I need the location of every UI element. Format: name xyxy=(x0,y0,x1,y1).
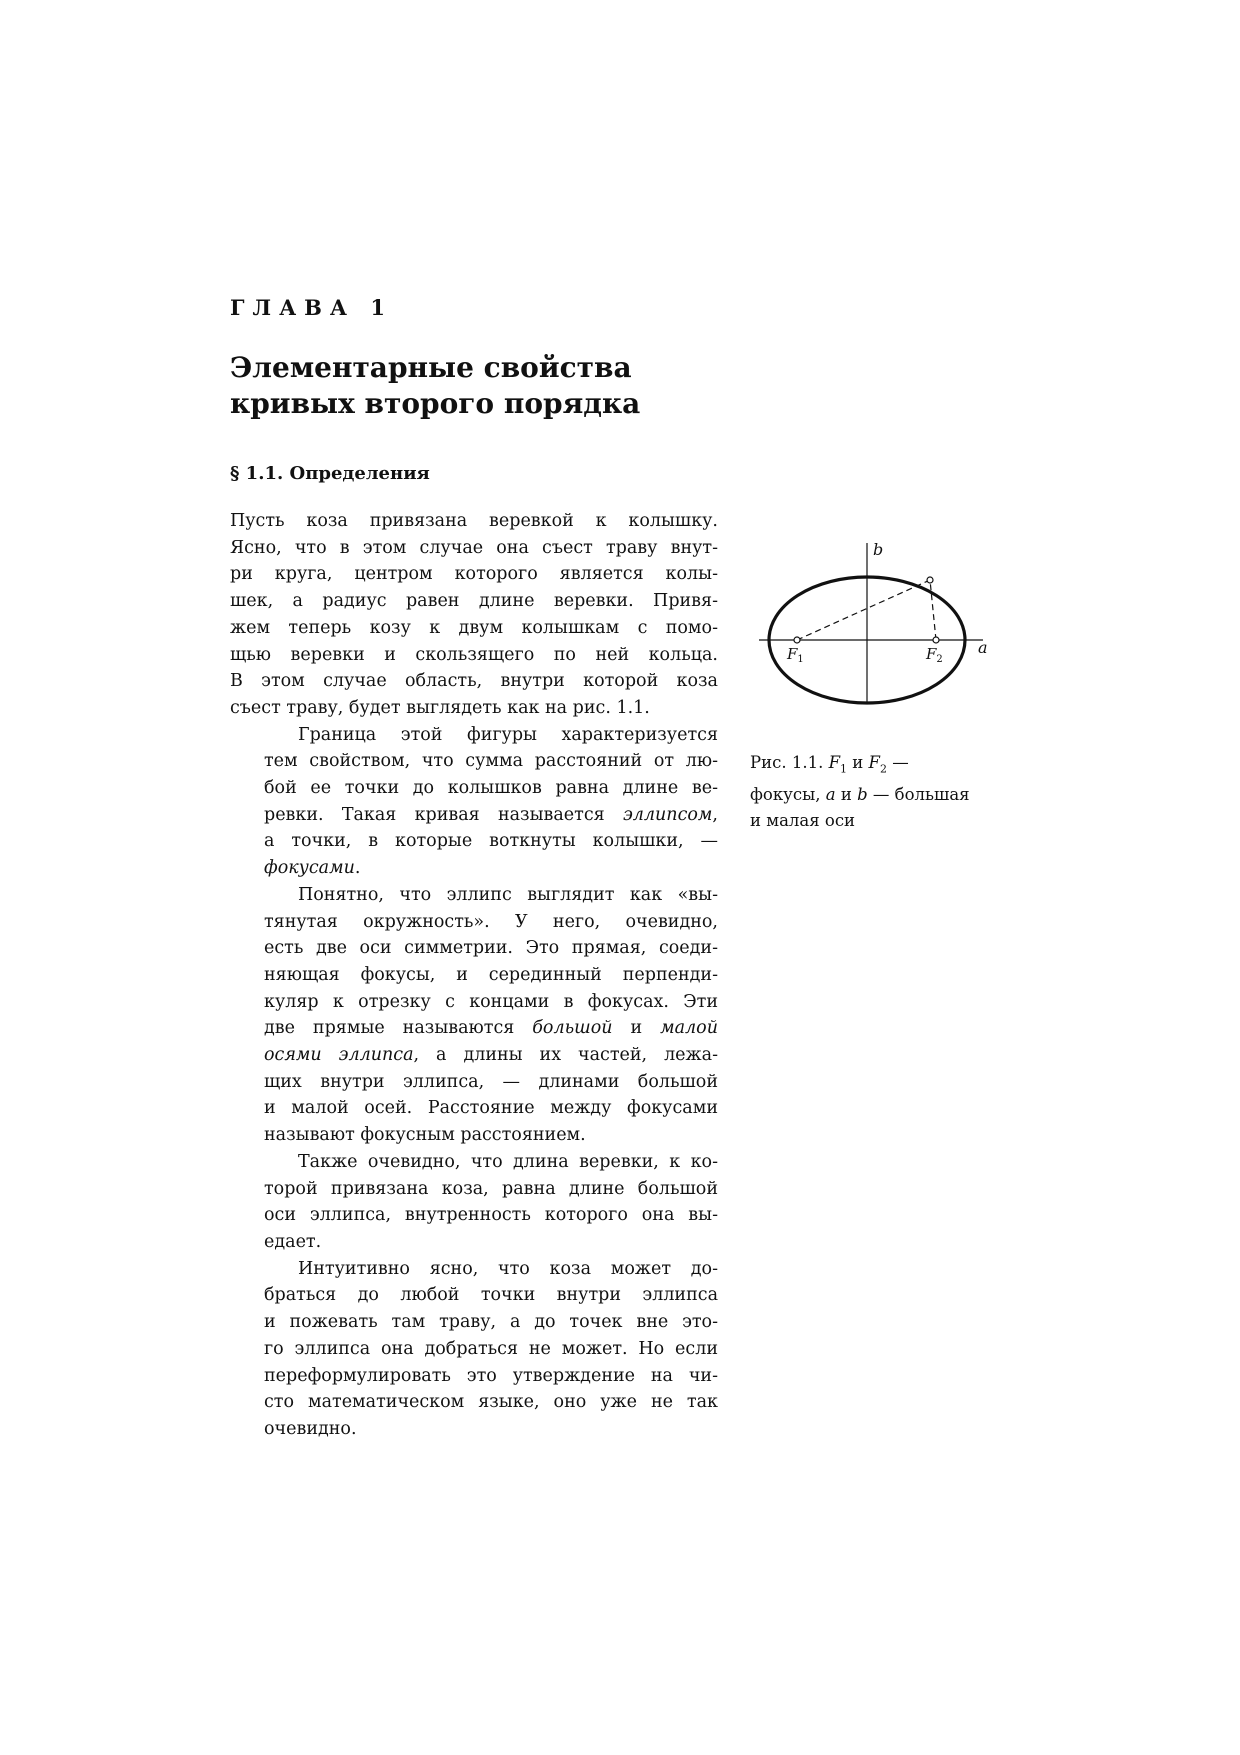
ellipse-point xyxy=(927,577,933,583)
text-line: шек, а радиус равен длине веревки. Привя- xyxy=(230,591,718,612)
text-line: тянутая окружность». У него, очевидно, xyxy=(264,911,718,932)
text-line: Также очевидно, что длина веревки, к ко- xyxy=(298,1151,718,1172)
focus1-to-point-dashed xyxy=(797,580,930,640)
chapter-title-line-1: Элементарные свойства xyxy=(230,351,632,384)
caption-line-3: и малая оси xyxy=(750,811,856,831)
caption-line-1: Рис. 1.1. $F_1$ и $F_2$ — xyxy=(750,753,909,776)
chapter-title xyxy=(230,350,830,422)
chapter-title-line-2: кривых второго порядка xyxy=(230,387,641,420)
text-line: ревки. Такая кривая называется эллипсом, xyxy=(264,804,718,825)
section-heading: § 1.1. Определения xyxy=(230,463,430,484)
text-line: В этом случае область, внутри которой коза xyxy=(230,671,718,692)
text-line: няющая фокусы, и серединный перпенди- xyxy=(264,964,718,985)
text-line: Понятно, что эллипс выглядит как «вы- xyxy=(298,884,718,905)
focus-1-point xyxy=(794,637,800,643)
text-line: Ясно, что в этом случае она съест траву внут- xyxy=(230,537,718,558)
text-line: щих внутри эллипса, — длинами большой xyxy=(264,1071,718,1092)
paragraph xyxy=(230,1256,718,1443)
ellipse-figure xyxy=(755,535,1005,705)
text-line: переформулировать это утверждение на чи- xyxy=(264,1365,718,1386)
text-line: Граница этой фигуры характеризуется xyxy=(298,724,718,745)
text-line: фокусами. xyxy=(264,858,361,879)
caption-line-2: фокусы, a и b — большая xyxy=(750,785,970,805)
text-line: бой ее точки до колышков равна длине ве- xyxy=(264,778,718,799)
paragraph xyxy=(230,722,718,882)
text-line: оси эллипса, внутренность которого она вы- xyxy=(264,1205,718,1226)
text-line: торой привязана коза, равна длине большой xyxy=(264,1178,718,1199)
text-line: Пусть коза привязана веревкой к колышку. xyxy=(230,511,718,531)
text-line: съест траву, будет выглядеть как на рис. 1.1. xyxy=(230,697,650,718)
text-line: щью веревки и скользящего по ней кольца. xyxy=(230,644,718,665)
label-b: b xyxy=(873,540,884,559)
text-line: го эллипса она добраться не может. Но если xyxy=(264,1338,718,1359)
text-line: тем свойством, что сумма расстояний от лю- xyxy=(264,751,718,772)
text-line: а точки, в которые воткнуты колышки, — xyxy=(264,831,718,852)
ellipse-diagram xyxy=(755,535,1005,705)
text-line: очевидно. xyxy=(264,1418,357,1439)
figure-caption xyxy=(750,750,1000,834)
text-line: сто математическом языке, оно уже не так xyxy=(264,1392,718,1413)
text-line: две прямые называются большой и малой xyxy=(264,1018,718,1039)
text-line: жем теперь козу к двум колышкам с помо- xyxy=(230,617,718,638)
text-line: есть две оси симметрии. Это прямая, соеди- xyxy=(264,938,718,959)
focus2-to-point-dashed xyxy=(930,580,936,640)
paragraph xyxy=(230,882,718,1149)
text-line: куляр к отрезку с концами в фокусах. Эти xyxy=(264,991,718,1012)
body-text xyxy=(230,508,718,1443)
paragraph xyxy=(230,1149,718,1256)
text-line: называют фокусным расстоянием. xyxy=(264,1125,586,1146)
text-line: ри круга, центром которого является колы- xyxy=(230,564,718,585)
text-line: и малой осей. Расстояние между фокусами xyxy=(264,1098,718,1119)
text-line: Интуитивно ясно, что коза может до- xyxy=(298,1258,718,1279)
paragraph xyxy=(230,508,718,722)
text-line: и пожевать там траву, а до точек вне это- xyxy=(264,1312,718,1333)
text-line: браться до любой точки внутри эллипса xyxy=(264,1285,718,1306)
text-line: осями эллипса, а длины их частей, лежа- xyxy=(264,1045,718,1066)
focus-2-point xyxy=(933,637,939,643)
text-line: едает. xyxy=(264,1231,322,1252)
label-a: a xyxy=(978,638,988,657)
label-f1: $F_1$ xyxy=(787,645,804,665)
chapter-label: ГЛАВА 1 xyxy=(230,295,393,320)
label-f2: $F_2$ xyxy=(926,645,943,665)
